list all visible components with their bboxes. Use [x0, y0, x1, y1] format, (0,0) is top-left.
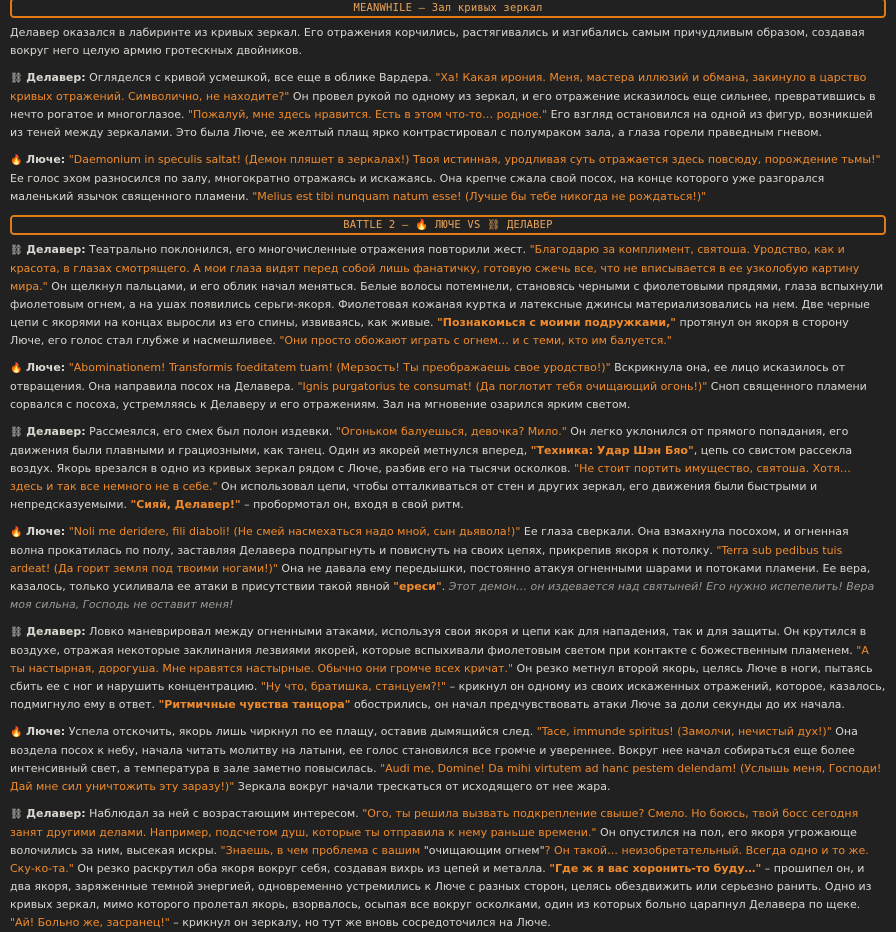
- action-text: Вскрикнула она, ее лицо исказилось от отвращения. Она направила посох на Делавера.: [10, 361, 846, 393]
- quoted-term: "очищающим огнем": [423, 844, 545, 857]
- action-text: Наблюдал за ней с возрастающим интересом.: [85, 807, 363, 820]
- speaker-name: Делавер:: [26, 243, 86, 256]
- dialogue-quote: "Ха! Какая ирония. Меня, мастера иллюзий и обмана, закинуло в царство кривых отражений. Символично, не находите?": [10, 71, 867, 103]
- delaver-paragraph: [10, 423, 886, 514]
- dialogue-quote: "Melius est tibi nunquam natum esse! (Лучше бы тебе никогда не рождаться!)": [252, 190, 707, 203]
- action-text: Он использовал цепи, чтобы отталкиваться от стен и других зеркал, его движения были быстрыми и непредсказуемыми.: [10, 480, 818, 511]
- action-text: Огляделся с кривой усмешкой, все еще в облике Вардера.: [85, 71, 436, 84]
- speaker-name: Люче:: [25, 725, 66, 738]
- action-text: – крикнул он одному из своих искаженных отражений, которое, казалось, подмигнуло ему в ответ.: [10, 680, 886, 711]
- action-text: Ее глаза сверкали. Она взмахнула посохом, и огненная волна прокатилась по полу, заставляя Делавера подпрыгнуть и повиснуть на своих цепях, прикрепив якоря к потолку.: [10, 525, 849, 557]
- speaker-name: Делавер:: [26, 71, 86, 84]
- dialogue-quote: "Noli me deridere, fili diaboli! (Не смей насмехаться надо мной, сын дьявола!)": [68, 525, 521, 538]
- dialogue-quote: "Знаешь, в чем проблема с вашим: [220, 844, 424, 857]
- action-text: Его взгляд остановился на одной из фигур, возникшей из теней между зеркалами. Это была Люче, ее желтый плащ ярко контрастировал с полумраком зала, а глаза горели праведным гневом.: [10, 108, 873, 139]
- dialogue-quote: "Terra sub pedibus tuis ardeat! (Да горит земля под твоими ногами!)": [10, 544, 843, 575]
- dialogue-quote: "Не стоит портить имущество, святоша. Хотя… здесь и так все немного не в себе.": [10, 462, 851, 493]
- action-text: Театрально поклонился, его многочисленные отражения повторили жест.: [85, 243, 530, 256]
- speaker-name: Делавер:: [26, 807, 86, 820]
- action-text: Он резко раскрутил оба якоря вокруг себя, создавая вихрь из цепей и металла.: [73, 862, 550, 875]
- action-text: Он щелкнул пальцами, и его облик начал меняться. Белые волосы потемнели, становясь черными с фиолетовыми прядями, глаза вспыхнули фиолетовым огнем, а на ушах появились серьги-якоря. Фиолетовая кожаная куртка и латексные джинсы материализовались на нем. Две черные цепи с якорями на концах выросли из его спины, извиваясь, как живые.: [10, 280, 884, 329]
- dialogue-quote: "Ну что, братишка, станцуем?!": [260, 680, 447, 693]
- action-text: Сноп священного пламени сорвался с посоха, устремляясь к Делаверу и его отражениям. Зал на мгновение озарился ярким светом.: [10, 380, 867, 411]
- action-text: протянул он якоря в сторону Люче, его голос стал глубже и насмешливее.: [10, 316, 849, 347]
- dialogue-quote: "Ого, ты решила вызвать подкрепление свыше? Смело. Но боюсь, твой босс сегодня занят другими делами. Например, подсчетом душ, которые ты отправила к нему раньше времени.": [10, 807, 859, 839]
- dialogue-quote: "Ай! Больно же, засранец!": [10, 916, 170, 929]
- inner-thought: Этот демон… он издевается над святыней! Его нужно испепелить! Вера моя сильна, Господь не оставит меня!: [10, 580, 875, 611]
- dialogue-quote: "А ты настырная, дорогуша. Мне нравятся настырные. Обычно они громче всех кричат.": [10, 644, 869, 675]
- action-text: Он опустился на пол, его якоря угрожающе волочились за ним, высекая искры.: [10, 826, 857, 857]
- speaker-name: Люче:: [25, 361, 66, 374]
- dialogue-quote: "Audi me, Domine! Da mihi virtutem ad hanc pestem delendam! (Услышь меня, Господи! Дай мне сил уничтожить эту заразу!)": [10, 762, 882, 793]
- speaker-name: Люче:: [25, 153, 66, 166]
- dialogue-quote: "Познакомься с моими подружками,": [437, 316, 677, 329]
- action-text: Рассмеялся, его смех был полон издевки.: [85, 425, 336, 438]
- technique-name: "Ритмичные чувства танцора": [158, 698, 351, 711]
- battle-banner: BATTLE 2 – 🔥 ЛЮЧЕ VS ⛓ ДЕЛАВЕР: [10, 215, 886, 235]
- action-text: Она не давала ему передышки, постоянно атакуя огненными шарами и потоками пламени. Ее вера, казалось, только усиливала ее атаки в присутствии такой явной: [10, 562, 871, 593]
- dialogue-quote: "Где ж я вас хоронить-то буду…": [549, 862, 762, 875]
- action-text: Он легко уклонился от прямого попадания, его движения были плавными и грациозными, как танец. Один из якорей метнулся вперед,: [10, 425, 849, 457]
- luche-paragraph: [10, 723, 886, 796]
- delaver-paragraph: [10, 69, 886, 142]
- dialogue-quote: "Daemonium in speculis saltat! (Демон пляшет в зеркалах!) Твоя истинная, уродливая суть отражается здесь повсюду, порождение тьмы!": [68, 153, 881, 166]
- action-text: Зеркала вокруг начали трескаться от исходящего от нее жара.: [234, 780, 611, 793]
- action-text: Он резко метнул второй якорь, целясь Люче в ноги, пытаясь сбить ее с ног и нарушить концентрацию.: [10, 662, 873, 693]
- narration-paragraph: [10, 24, 886, 60]
- chain-icon: ⛓: [10, 245, 23, 256]
- scene-banner: MEANWHILE – Зал кривых зеркал: [10, 0, 886, 18]
- fire-icon: 🔥: [10, 527, 23, 538]
- action-text: – прошипел он, и два якоря, заряженные темной энергией, одновременно устремились к Люче с разных сторон, целясь обездвижить или серьезно ранить. Одно из кривых зеркал, мимо которого пролетал якорь, взорвалось, осыпая все вокруг осколками, один из которых больно царапнул Делавера по щеке.: [10, 862, 872, 911]
- dialogue-quote: "Огоньком балуешься, девочка? Мило.": [335, 425, 567, 438]
- dialogue-quote: "Сияй, Делавер!": [130, 498, 241, 511]
- action-text: , цепь со свистом рассекла воздух. Якорь врезался в одно из кривых зеркал рядом с Люче, разбив его на тысячи осколков.: [10, 444, 853, 475]
- action-text: – пробормотал он, входя в свой ритм.: [240, 498, 464, 511]
- technique-name: "Техника: Удар Шэн Бяо": [530, 444, 694, 457]
- fire-icon: 🔥: [10, 363, 23, 374]
- dialogue-quote: "Tace, immunde spiritus! (Замолчи, нечистый дух!)": [536, 725, 832, 738]
- dialogue-quote: "Abominationem! Transformis foeditatem tuam! (Мерзость! Ты преображаешь свое уродство!)": [68, 361, 611, 374]
- chain-icon: ⛓: [10, 627, 23, 638]
- narration-text: Делавер оказался в лабиринте из кривых зеркал. Его отражения корчились, растягивались и изгибались самым причудливым образом, создавая вокруг него целую армию гротескных двойников.: [10, 26, 865, 57]
- chain-icon: ⛓: [10, 427, 23, 438]
- luche-paragraph: [10, 359, 886, 414]
- speaker-name: Делавер:: [26, 425, 86, 438]
- action-text: Ее голос эхом разносился по залу, многократно отражаясь и искажаясь. Она крепче сжала свой посох, на конце которого уже разгорался маленький язычок священного пламени.: [10, 172, 825, 203]
- delaver-paragraph: [10, 805, 886, 932]
- dialogue-quote: "Они просто обожают играть с огнем… и с теми, кто им балуется.": [279, 334, 672, 347]
- action-text: Успела отскочить, якорь лишь чиркнул по ее плащу, оставив дымящийся след.: [65, 725, 537, 738]
- delaver-paragraph: [10, 241, 886, 350]
- dialogue-quote: "Благодарю за комплимент, святоша. Уродство, как и красота, в глазах смотрящего. А мои глаза видят перед собой лишь фанатичку, готовую сжечь все, что не вписывается в ее узколобую картину мира.": [10, 243, 860, 293]
- dialogue-quote: "Пожалуй, мне здесь нравится. Есть в этом что-то… родное.": [188, 108, 548, 121]
- dialogue-quote: "Ignis purgatorius te consumat! (Да поглотит тебя очищающий огонь!)": [297, 380, 708, 393]
- dialogue-quote: "ереси": [393, 580, 442, 593]
- chain-icon: ⛓: [10, 809, 23, 820]
- action-text: Ловко маневрировал между огненными атаками, используя свои якоря и цепи как для нападения, так и для защиты. Он крутился в воздухе, отражая некоторые заклинания лезвиями якорей, которые вспыхивали фиолетовым светом при контакте с божественным пламенем.: [10, 625, 867, 657]
- chain-icon: ⛓: [10, 73, 23, 84]
- action-text: – крикнул он зеркалу, но тут же вновь сосредоточился на Люче.: [169, 916, 551, 929]
- speaker-name: Делавер:: [26, 625, 86, 638]
- dialogue-quote: ? Он такой… неизобретательный. Всегда одно и то же. Ску-ко-та.": [10, 844, 869, 875]
- fire-icon: 🔥: [10, 727, 23, 738]
- luche-paragraph: [10, 523, 886, 614]
- action-text: Она воздела посох к небу, начала читать молитву на латыни, ее голос становился все громче и увереннее. Вокруг нее начал собираться еще более интенсивный свет, а температура в зале заметно повысилась.: [10, 725, 858, 775]
- action-text: .: [441, 580, 449, 593]
- luche-paragraph: [10, 151, 886, 206]
- delaver-paragraph: [10, 623, 886, 714]
- fire-icon: 🔥: [10, 155, 23, 166]
- action-text: обострились, он начал предчувствовать атаки Люче за доли секунды до их начала.: [350, 698, 845, 711]
- action-text: Он провел рукой по одному из зеркал, и его отражение исказилось еще сильнее, превратившись в нечто рогатое и многоглазое.: [10, 90, 876, 121]
- speaker-name: Люче:: [25, 525, 66, 538]
